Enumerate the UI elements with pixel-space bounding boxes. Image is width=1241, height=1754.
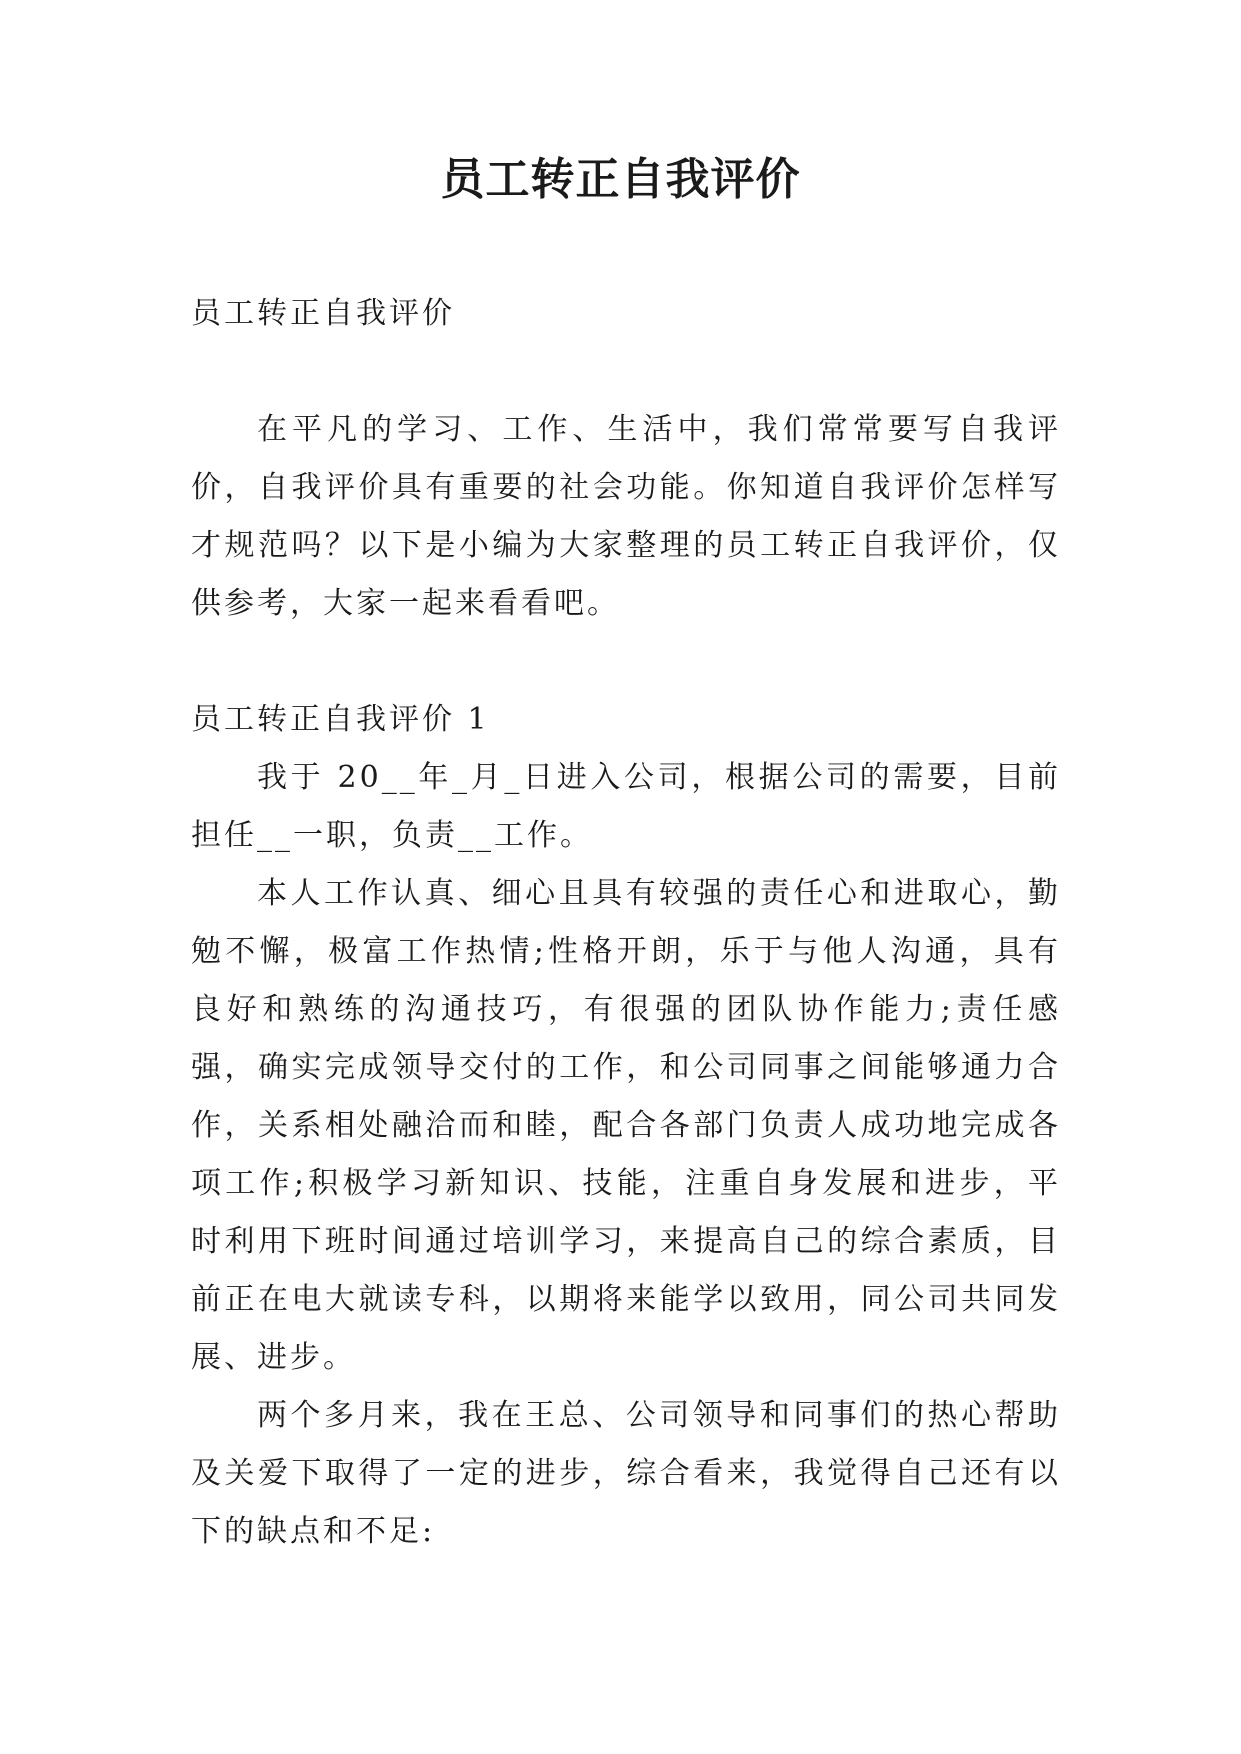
body-paragraph: 我于 20__年_月_日进入公司，根据公司的需要，目前担任__一职，负责__工作。: [191, 760, 1061, 853]
body-paragraph: 两个多月来，我在王总、公司领导和同事们的热心帮助及关爱下取得了一定的进步，综合看来，我觉得自己还有以下的缺点和不足:: [191, 1398, 1061, 1549]
section-heading: 员工转正自我评价 1: [191, 702, 490, 737]
document-subtitle: 员工转正自我评价: [191, 296, 455, 331]
body-paragraph: 本人工作认真、细心且具有较强的责任心和进取心，勤勉不懈，极富工作热情;性格开朗，乐于与他人沟通，具有良好和熟练的沟通技巧，有很强的团队协作能力;责任感强，确实完成领导交付的工作，和公司同事之间能够通力合作，关系相处融洽而和睦，配合各部门负责人成功地完成各项工作;积极学习新知识、技能，注重自身发展和进步，平时利用下班时间通过培训学习，来提高自己的综合素质，目前正在电大就读专科，以期将来能学以致用，同公司共同发展、进步。: [191, 876, 1061, 1375]
document-body: [191, 285, 1061, 1561]
document-title: 员工转正自我评价: [440, 154, 801, 205]
intro-paragraph: 在平凡的学习、工作、生活中，我们常常要写自我评价，自我评价具有重要的社会功能。你知道自我评价怎样写才规范吗？以下是小编为大家整理的员工转正自我评价，仅供参考，大家一起来看看吧。: [191, 412, 1061, 621]
